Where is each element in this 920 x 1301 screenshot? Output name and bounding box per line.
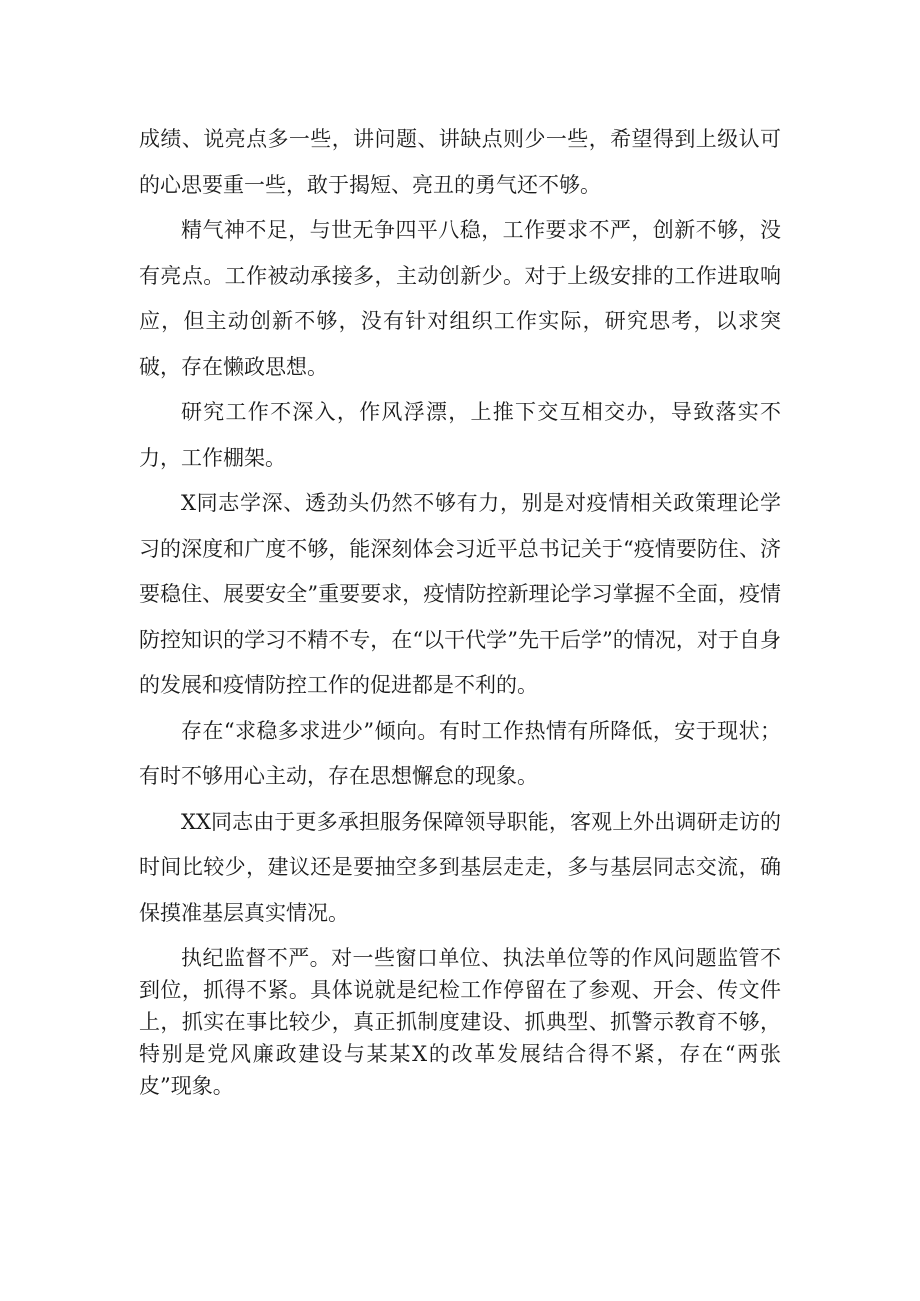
paragraph-2: 精气神不足，与世无争四平八稳，工作要求不严，创新不够，没有亮点。工作被动承接多，主动创新少。对于上级安排的工作进取响应，但主动创新不够，没有针对组织工作实际，研究思考，以求突破，存在懒政思想。: [139, 218, 781, 379]
paragraph-4: X同志学深、透劲头仍然不够有力，别是对疫情相关政策理论学习的深度和广度不够，能深刻体会习近平总书记关于“疫情要防住、济要稳住、展要安全”重要要求，疫情防控新理论学习掌握不全面，疫情防控知识的学习不精不专，在“以干代学”先干后学”的情况，对于自身的发展和疫情防控工作的促进都是不利的。: [139, 491, 781, 697]
paragraph-5: 存在“求稳多求进少”倾向。有时工作热情有所降低，安于现状；有时不够用心主动，存在思想懈怠的现象。: [139, 718, 781, 788]
paragraph-1: 成绩、说亮点多一些，讲问题、讲缺点则少一些，希望得到上级认可的心思要重一些，敢于揭短、亮丑的勇气还不够。: [139, 127, 781, 197]
paragraph-6: XX同志由于更多承担服务保障领导职能，客观上外出调研走访的时间比较少，建议还是要抽空多到基层走走，多与基层同志交流，确保摸准基层真实情况。: [139, 809, 781, 925]
document-body: [139, 117, 781, 1102]
paragraph-3: 研究工作不深入，作风浮漂，上推下交互相交办，导致落实不力，工作棚架。: [139, 400, 781, 470]
paragraph-7: 执纪监督不严。对一些窗口单位、执法单位等的作风问题监管不到位，抓得不紧。具体说就是纪检工作停留在了参观、开会、传文件上，抓实在事比较少，真正抓制度建设、抓典型、抓警示教育不够，特别是党风廉政建设与某某X的改革发展结合得不紧，存在“两张皮”现象。: [139, 946, 781, 1098]
